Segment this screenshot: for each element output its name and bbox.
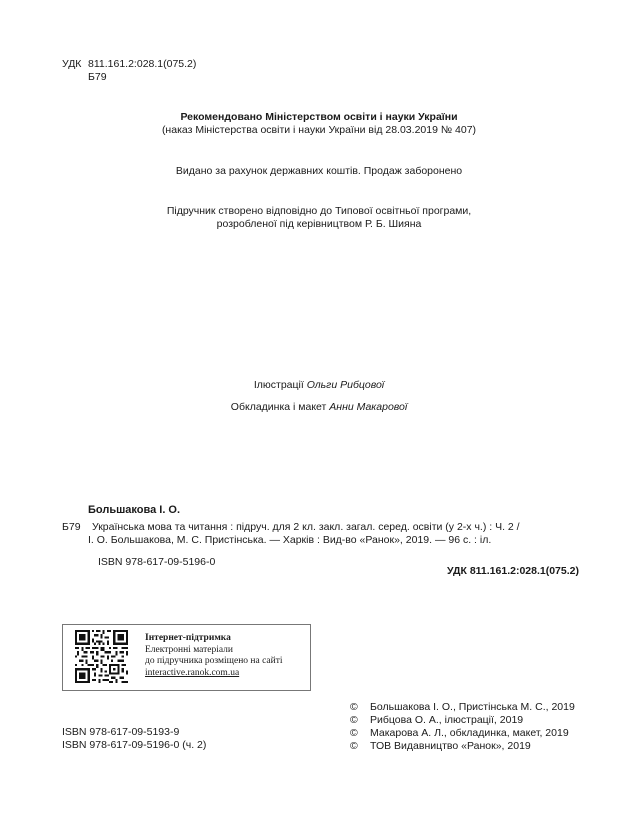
- copyright-icon: ©: [350, 701, 358, 713]
- qr-code-icon: [75, 630, 128, 683]
- author-mark: Б79: [88, 71, 107, 83]
- copyright-row: [350, 714, 523, 727]
- copyright-row: [350, 727, 569, 740]
- funding-note: Видано за рахунок державних коштів. Продаж заборонено: [175, 165, 463, 177]
- copyright-text: Большакова І. О., Пристінська М. С., 2019: [370, 701, 575, 713]
- recommendation-title: Рекомендовано Міністерством освіти і науки України: [180, 111, 458, 123]
- copyright-text: Рибцова О. А., ілюстрації, 2019: [370, 714, 524, 726]
- copyright-row: [350, 701, 575, 714]
- copyright-icon: ©: [350, 714, 358, 726]
- copyright-icon: ©: [350, 727, 358, 739]
- cover-name: Анни Макарової: [329, 401, 408, 413]
- cover-credit: [0, 401, 638, 414]
- program-note-line1: Підручник створено відповідно до Типової освітньої програми,: [166, 205, 472, 217]
- internet-support-link[interactable]: interactive.ranok.com.ua: [145, 667, 240, 678]
- illustrations-name: Ольги Рибцової: [306, 379, 385, 391]
- catalog-description-line2: І. О. Большакова, М. С. Пристінська. — Харків : Вид-во «Ранок», 2019. — 96 с. : іл.: [88, 534, 492, 546]
- catalog-author: Большакова І. О.: [88, 504, 181, 516]
- illustrations-credit: [0, 379, 638, 392]
- illustrations-label: Ілюстрації: [253, 379, 304, 391]
- internet-support-box: [62, 624, 311, 691]
- internet-support-line2: до підручника розміщено на сайті: [145, 656, 283, 666]
- internet-support-title: Інтернет-підтримка: [145, 633, 231, 643]
- catalog-isbn: ISBN 978-617-09-5196-0: [98, 556, 216, 568]
- udk-code: 811.161.2:028.1(075.2): [88, 58, 197, 70]
- copyright-text: ТОВ Видавництво «Ранок», 2019: [370, 740, 531, 752]
- copyright-row: [350, 740, 531, 753]
- copyright-text: Макарова А. Л., обкладинка, макет, 2019: [370, 727, 569, 739]
- internet-support-line1: Електронні матеріали: [145, 644, 234, 655]
- recommendation-order: (наказ Міністерства освіти і науки України від 28.03.2019 № 407): [161, 124, 477, 136]
- catalog-description-line1: Українська мова та читання : підруч. для 2 кл. закл. загал. серед. освіти (у 2-х ч.) : Ч. 2 /: [92, 521, 520, 533]
- isbn-full: ISBN 978-617-09-5193-9: [62, 726, 180, 738]
- copyright-icon: ©: [350, 740, 358, 752]
- cover-label: Обкладинка і макет: [230, 401, 327, 413]
- program-note-line2: розробленої під керівництвом Р. Б. Шияна: [216, 218, 422, 230]
- udk-label: УДК: [62, 58, 82, 70]
- isbn-part: ISBN 978-617-09-5196-0 (ч. 2): [62, 739, 207, 751]
- catalog-udk: УДК 811.161.2:028.1(075.2): [447, 565, 579, 577]
- catalog-mark: Б79: [62, 521, 81, 533]
- internet-support-text: [145, 633, 283, 679]
